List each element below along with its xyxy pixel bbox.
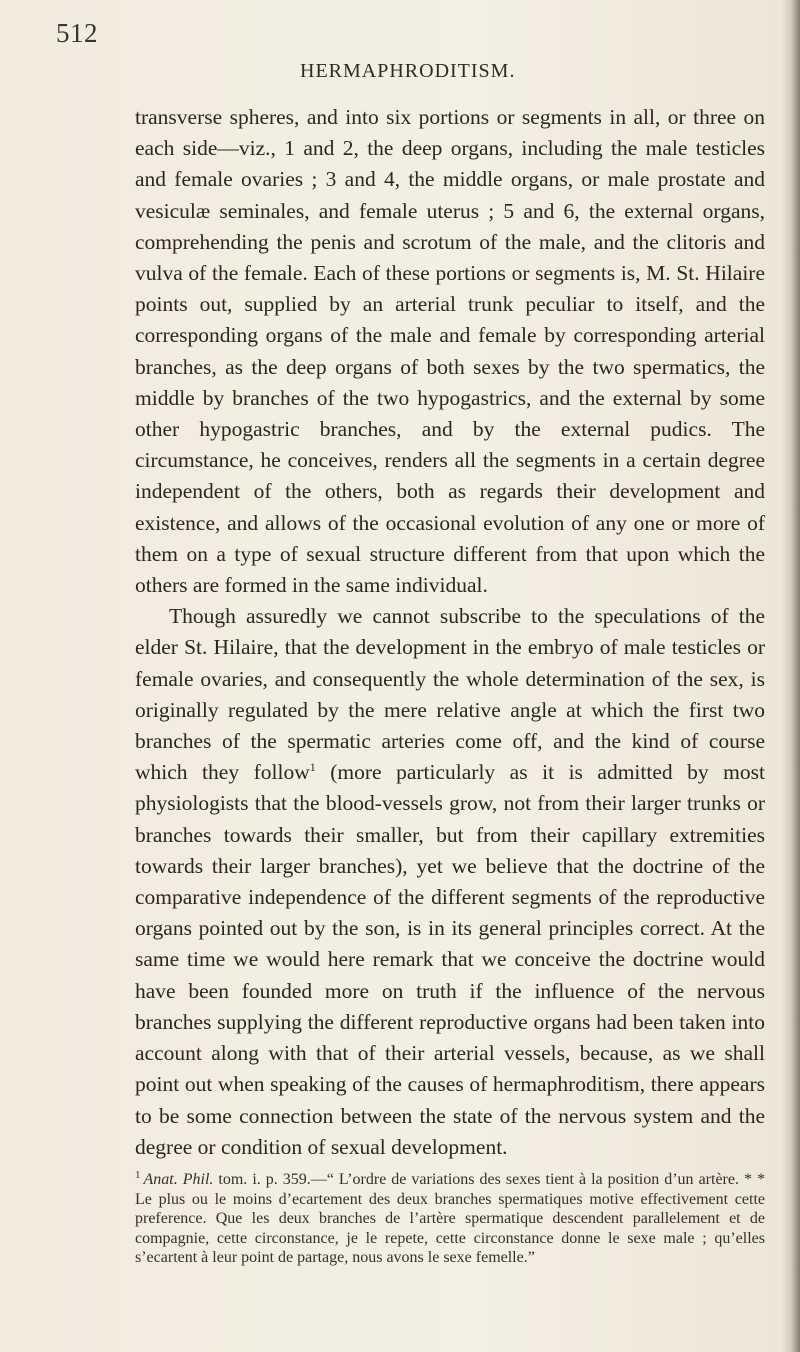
paragraph-1: transverse spheres, and into six portions or segments in all, or three on each side—viz., 1 and 2, the deep organs, including the male testicles and female ovaries ; 3 and 4, the middle organs, or male prostate and vesiculæ seminales, and female uterus ; 5 and 6, the external organs, comprehending the penis and scrotum of the male, and the clitoris and vulva of the female. Each of these portions or segments is, M. St. Hilaire points out, supplied by an arterial trunk peculiar to itself, and the corresponding organs of the male and female by corresponding arterial branches, as the deep organs of both sexes by the two spermatics, the middle by branches of the two hypogastrics, and the external by some other hypogastric branches, and by the external pudics. The circumstance, he conceives, renders all the segments in a certain degree independent of the others, both as regards their development and existence, and allows of the occasional evolution of any one or more of them on a type of sexual structure different from that upon which the others are formed in the same individual. bbox=[135, 105, 765, 598]
footnote-source: Anat. Phil. bbox=[143, 1170, 214, 1188]
footnote bbox=[135, 1170, 765, 1268]
paragraph-2 bbox=[135, 601, 765, 1163]
paragraph-2-text-after-ref: (more particularly as it is admitted by most physiologists that the blood-vessels grow, not from their larger trunks or branches towards their smaller, but from their capillary extremities towards their larger branches), yet we believe that the doctrine of the comparative independence of the different segments of the reproductive organs pointed out by the son, is in its general principles correct. At the same time we would here remark that we conceive the doctrine would have been founded more on truth if the influence of the nervous branches supplying the different reproductive organs had been taken into account along with that of their arterial vessels, because, as we shall point out when speaking of the causes of hermaphroditism, there appears to be some connection between the state of the nervous system and the degree or condition of sexual development. bbox=[135, 760, 765, 1159]
running-head: HERMAPHRODITISM. bbox=[300, 60, 516, 82]
paragraph-2-text-before-ref: Though assuredly we cannot subscribe to the speculations of the elder St. Hilaire, that the development in the embryo of male testicles or female ovaries, and consequently the whole determination of the sex, is originally regulated by the mere relative angle at which the first two branches of the spermatic arteries come off, and the kind of course which they follow bbox=[135, 604, 765, 785]
footnote-reference[interactable]: 1 bbox=[309, 760, 316, 775]
body-text bbox=[135, 102, 765, 1268]
footnote-text: tom. i. p. 359.—“ L’ordre de variations des sexes tient à la position d’un artère. * * Le plus ou le moins d’ecartement des deux branches spermatiques motive effectivement cette preference. Que les deux branches de l’artère spermatique descendent parallelement et de compagnie, cette circonstance, je le repete, cette circonstance donne le sexe male ; qu’elles s’ecartent à leur point de partage, nous avons le sexe femelle.” bbox=[135, 1170, 766, 1267]
page-edge-shadow bbox=[782, 0, 800, 1352]
footnote-mark: 1 bbox=[135, 1168, 141, 1181]
page-number: 512 bbox=[56, 18, 98, 48]
